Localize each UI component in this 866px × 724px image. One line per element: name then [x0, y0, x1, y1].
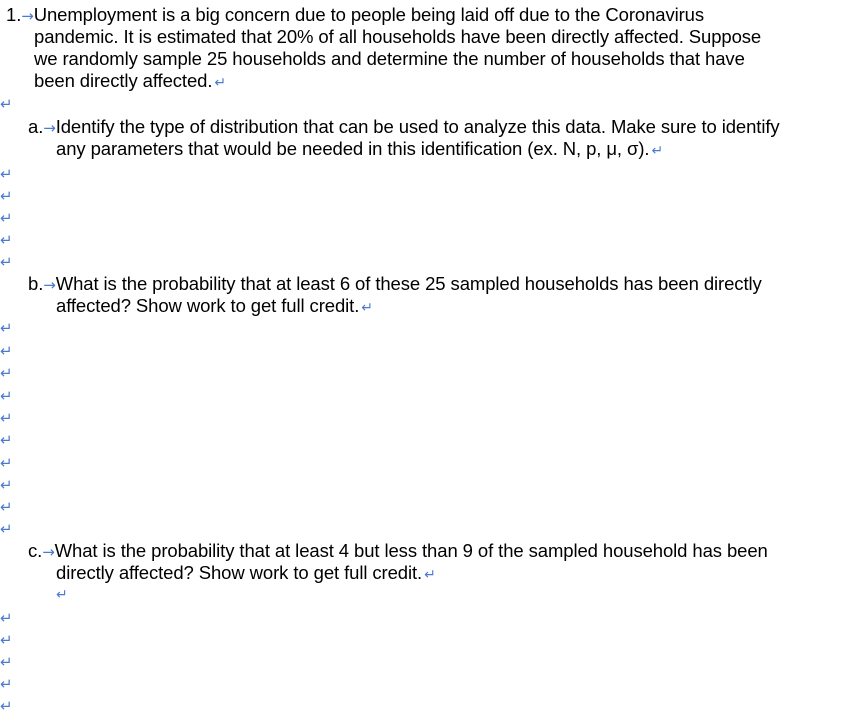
paragraph-return-icon: ↵	[0, 387, 13, 405]
part-a-text: Identify the type of distribution that can be used to analyze this data. Make sure to identify	[55, 116, 780, 137]
part-b-text: affected? Show work to get full credit.	[56, 295, 360, 316]
paragraph-return-icon: ↵	[0, 187, 13, 205]
question-text: been directly affected.	[34, 70, 213, 91]
paragraph-return-icon: ↵	[0, 364, 13, 382]
part-b-text: What is the probability that at least 6 of these 25 sampled households has been directly	[55, 273, 762, 294]
paragraph-return-icon: ↵	[56, 587, 68, 603]
paragraph-return-icon: ↵	[0, 631, 13, 649]
paragraph-return-icon: ↵	[0, 653, 13, 671]
part-a-text: any parameters that would be needed in this identification (ex. N, p, μ, σ).	[56, 138, 650, 159]
question-number: 1.	[6, 4, 22, 25]
question-line-4	[34, 70, 226, 94]
tab-arrow-icon: →	[42, 543, 55, 561]
paragraph-return-icon: ↵	[0, 431, 13, 449]
part-c-text: What is the probability that at least 4 but less than 9 of the sampled household has been	[54, 540, 768, 561]
paragraph-return-icon: ↵	[0, 231, 13, 249]
paragraph-return-icon: ↵	[651, 143, 664, 159]
question-line-3	[34, 48, 745, 70]
paragraph-return-icon: ↵	[0, 476, 13, 494]
question-text: Unemployment is a big concern due to people being laid off due to the Coronavirus	[33, 4, 705, 25]
tab-arrow-icon: →	[43, 119, 56, 137]
question-text: pandemic. It is estimated that 20% of all households have been directly affected. Suppose	[34, 26, 762, 47]
part-c-text: directly affected? Show work to get full credit.	[56, 562, 423, 583]
part-c-line-1	[28, 540, 768, 563]
paragraph-return-icon: ↵	[0, 319, 13, 337]
paragraph-return-icon: ↵	[0, 675, 13, 693]
part-b-line-1	[28, 273, 762, 296]
paragraph-return-icon: ↵	[0, 498, 13, 516]
paragraph-return-icon: ↵	[0, 409, 13, 427]
paragraph-return-icon: ↵	[214, 75, 227, 91]
paragraph-return-icon: ↵	[0, 454, 13, 472]
paragraph-return-icon: ↵	[0, 209, 13, 227]
paragraph-return-icon: ↵	[0, 342, 13, 360]
part-c-line-2	[56, 562, 436, 586]
part-b-line-2	[56, 295, 373, 319]
paragraph-return-icon: ↵	[424, 567, 436, 583]
part-c-label: c.	[28, 540, 43, 561]
part-a-label: a.	[28, 116, 44, 137]
part-a-line-2	[56, 138, 663, 162]
paragraph-return-icon: ↵	[0, 520, 13, 538]
tab-arrow-icon: →	[43, 276, 56, 294]
part-a-line-1	[28, 116, 780, 139]
paragraph-return-icon: ↵	[0, 253, 13, 271]
paragraph-return-icon: ↵	[361, 300, 373, 316]
tab-arrow-icon: →	[21, 7, 34, 25]
part-b-label: b.	[28, 273, 44, 294]
paragraph-return-icon: ↵	[0, 95, 13, 113]
paragraph-return-icon: ↵	[0, 697, 13, 715]
question-text: we randomly sample 25 households and determine the number of households that have	[34, 48, 745, 69]
paragraph-return-icon: ↵	[0, 165, 13, 183]
question-line-2	[34, 26, 761, 48]
paragraph-return-icon: ↵	[0, 609, 13, 627]
question-line-1	[6, 4, 704, 27]
